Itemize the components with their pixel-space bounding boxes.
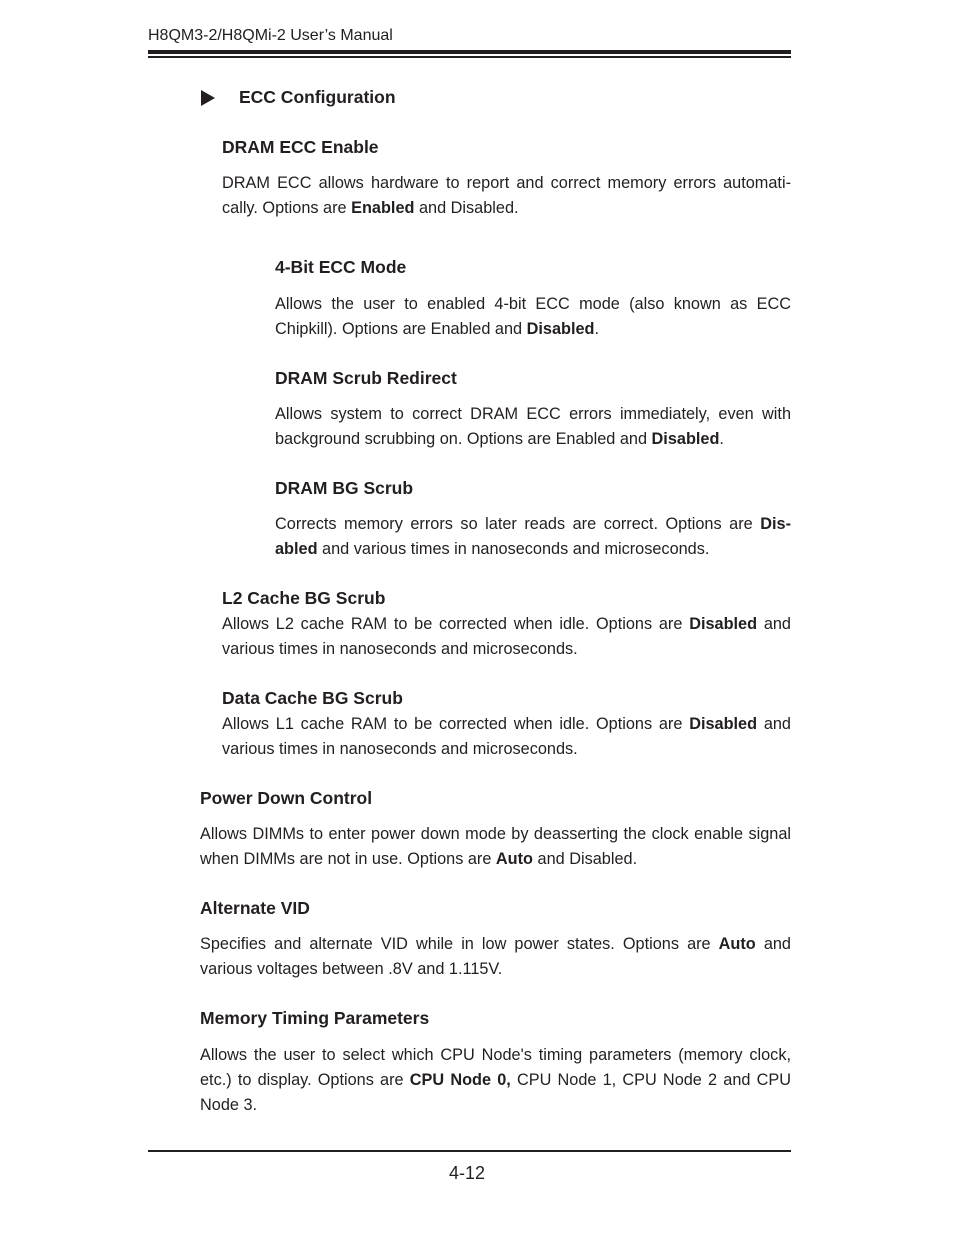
power-down-description: Allows DIMMs to enter power down mode by deasserting the clock enable signal when DIMMs are not in use. Options are Auto and Disabled. <box>200 825 791 868</box>
4bit-ecc-heading: 4-Bit ECC Mode <box>275 257 407 277</box>
alternate-vid-description: Specifies and alternate VID while in low power states. Options are Auto and various voltages between .8V and 1.115V. <box>200 935 791 978</box>
data-cache-heading: Data Cache BG Scrub <box>222 688 403 708</box>
header-rule-thin <box>148 56 791 58</box>
running-header: H8QM3-2/H8QMi-2 User’s Manual <box>148 27 393 44</box>
l2-cache-description: Allows L2 cache RAM to be corrected when idle. Options are Disabled and various times in nanoseconds and microseconds. <box>222 615 791 658</box>
ecc-config-heading: ECC Configuration <box>239 87 396 107</box>
header-rule-thick <box>148 50 791 54</box>
scrub-redirect-description: Allows system to correct DRAM ECC errors immediately, even with background scrubbing on. Options are Enabled and Disabled. <box>275 405 791 448</box>
dram-ecc-heading: DRAM ECC Enable <box>222 137 379 157</box>
dram-bg-scrub-heading: DRAM BG Scrub <box>275 478 414 498</box>
dram-ecc-description: DRAM ECC allows hardware to report and correct memory errors automati-cally. Options are Enabled and Disabled. <box>222 174 791 217</box>
footer-rule <box>148 1150 791 1152</box>
data-cache-description: Allows L1 cache RAM to be corrected when idle. Options are Disabled and various times in nanoseconds and microseconds. <box>222 715 791 758</box>
scrub-redirect-heading: DRAM Scrub Redirect <box>275 368 457 388</box>
page-number: 4-12 <box>449 1163 486 1183</box>
l2-cache-heading: L2 Cache BG Scrub <box>222 588 386 608</box>
memory-timing-description: Allows the user to select which CPU Node's timing parameters (memory clock, etc.) to display. Options are CPU Node 0, CPU Node 1, CPU Node 2 and CPU Node 3. <box>200 1046 791 1114</box>
dram-bg-scrub-description: Corrects memory errors so later reads are correct. Options are Dis-abled and various times in nanoseconds and microseconds. <box>275 515 791 558</box>
power-down-heading: Power Down Control <box>200 788 373 808</box>
memory-timing-heading: Memory Timing Parameters <box>200 1008 430 1028</box>
alternate-vid-heading: Alternate VID <box>200 898 310 918</box>
section-arrow-icon <box>201 90 215 106</box>
4bit-ecc-description: Allows the user to enabled 4-bit ECC mode (also known as ECC Chipkill). Options are Enabled and Disabled. <box>275 295 791 338</box>
